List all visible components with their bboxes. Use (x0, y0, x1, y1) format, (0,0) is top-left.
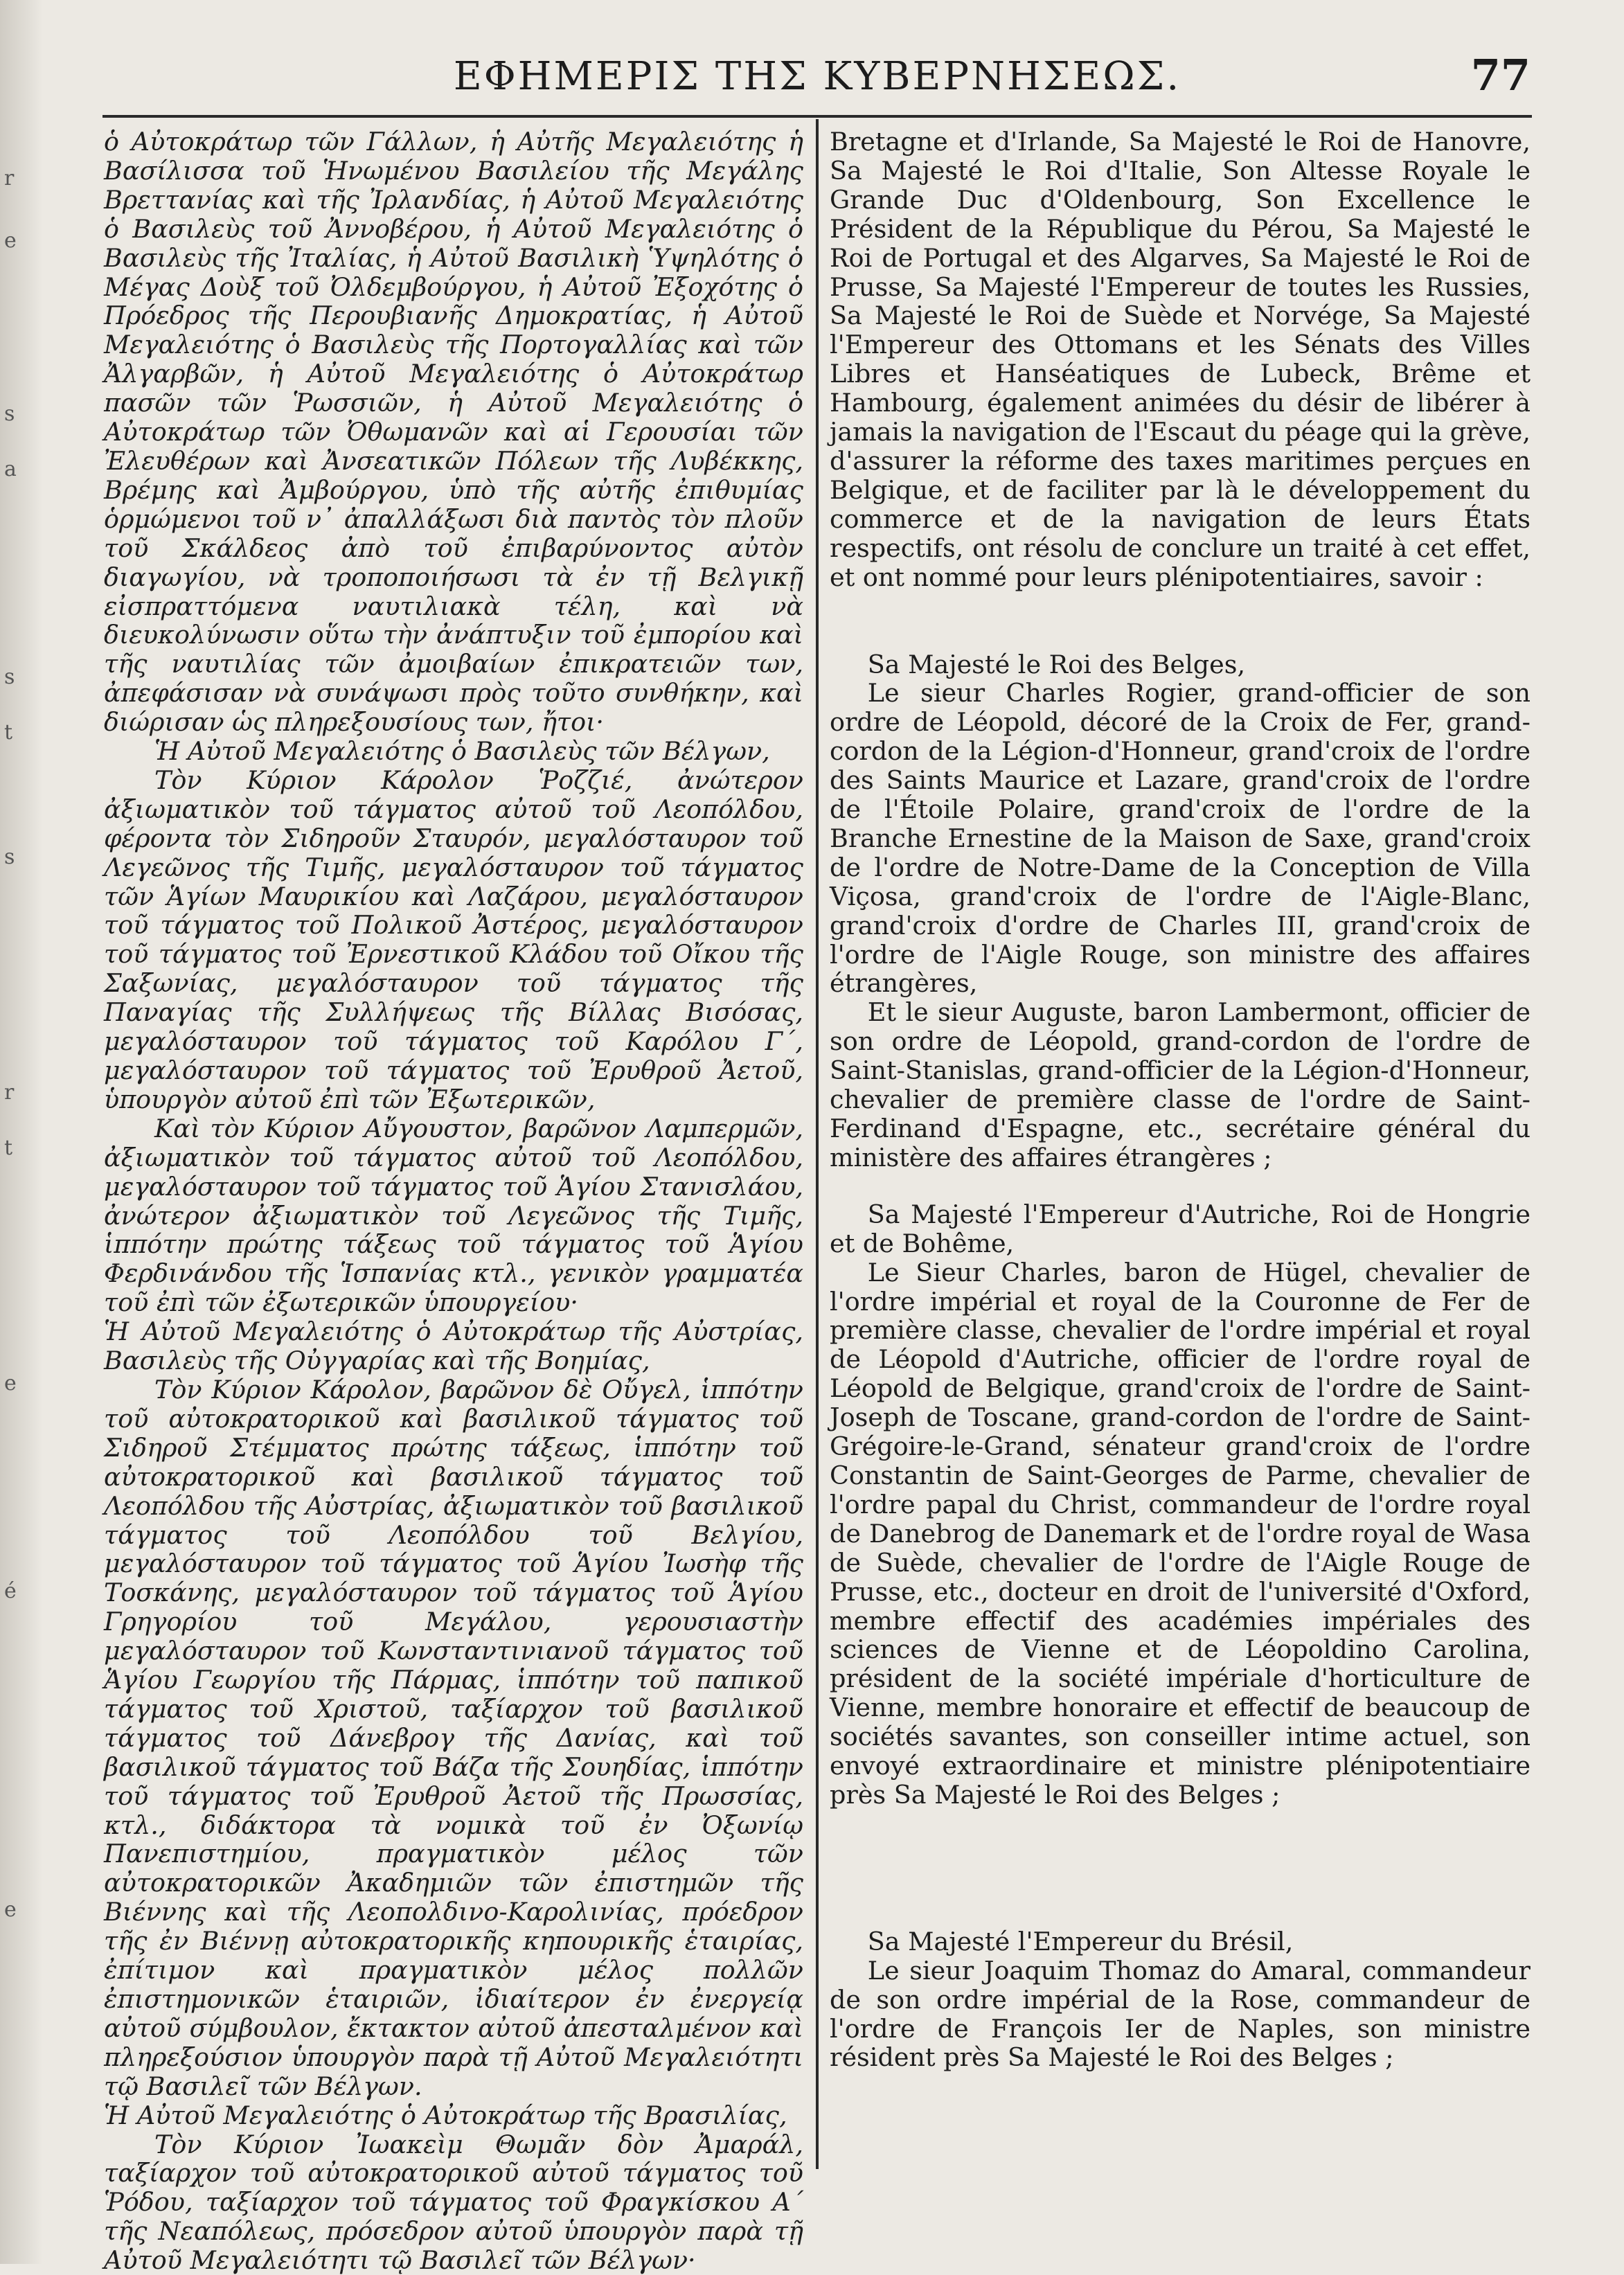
margin-letter: t (4, 1136, 13, 1160)
greek-paragraph: Ἡ Αὐτοῦ Μεγαλειότης ὁ Αὐτοκράτωρ τῆς Βρασιλίας, (104, 2100, 787, 2130)
margin-letter: a (4, 457, 17, 481)
page-title: ΕΦΗΜΕΡΙΣ ΤΗΣ ΚΥΒΕΡΝΗΣΕΩΣ. (453, 54, 1181, 99)
french-paragraph: Sa Majesté le Roi des Belges, (867, 649, 1246, 679)
margin-letter: e (4, 1898, 17, 1922)
section-gap (830, 1172, 1531, 1200)
french-paragraph: Bretagne et d'Irlande, Sa Majesté le Roi de Hanovre, Sa Majesté le Roi d'Italie, Son Altesse Royale le Grande Duc d'Oldenbourg, Son Excellence le Président de la République du Pérou, Sa Majesté le Roi de Portugal et des Algarves, Sa Majesté le Roi de Prusse, Sa Majesté l'Empereur de toutes les Russies, Sa Majesté le Roi de Suède et Norvége, Sa Majesté l'Empereur des Ottomans et les Sénats des Villes Libres et Hanséatiques de Lubeck, Brême et Hambourg, également animées du désir de libérer à jamais la navigation de l'Escaut du péage qui la grève, d'assurer la réforme des taxes maritimes perçues en Belgique, et de faciliter par là le développement du commerce et de la navigation de leurs États respectifs, ont résolu de conclure un traité à cet effet, et ont nommé pour leurs plénipotentiaires, savoir : (830, 127, 1531, 592)
margin-letter: r (4, 166, 15, 190)
greek-column (104, 127, 803, 2275)
margin-letter: s (4, 402, 15, 426)
greek-paragraph: Τὸν Κύριον Κάρολον, βαρῶνον δὲ Οὔγελ, ἱππότην τοῦ αὐτοκρατορικοῦ καὶ βασιλικοῦ τάγματος τοῦ Σιδηροῦ Στέμματος πρώτης τάξεως, ἱππότην τοῦ αὐτοκρατορικοῦ καὶ βασιλικοῦ τάγματος τοῦ Λεοπόλδου τῆς Αὐστρίας, ἀξιωματικὸν τοῦ βασιλικοῦ τάγματος τοῦ Λεοπόλδου τοῦ Βελγίου, μεγαλόσταυρον τοῦ τάγματος τοῦ Ἁγίου Ἰωσὴφ τῆς Τοσκάνης, μεγαλόσταυρον τοῦ τάγματος τοῦ Ἁγίου Γρηγορίου τοῦ Μεγάλου, γερουσιαστὴν μεγαλόσταυρον τοῦ Κωνσταντινιανοῦ τάγματος τοῦ Ἁγίου Γεωργίου τῆς Πάρμας, ἱππότην τοῦ παπικοῦ τάγματος τοῦ Χριστοῦ, ταξίαρχον τοῦ βασιλικοῦ τάγματος τοῦ Δάνεβρογ τῆς Δανίας, καὶ τοῦ βασιλικοῦ τάγματος τοῦ Βάζα τῆς Σουηδίας, ἱππότην τοῦ τάγματος τοῦ Ἐρυθροῦ Ἀετοῦ τῆς Πρωσσίας, κτλ., διδάκτορα τὰ νομικὰ τοῦ ἐν Ὀξωνίῳ Πανεπιστημίου, πραγματικὸν μέλος τῶν αὐτοκρατορικῶν Ἀκαδημιῶν τῶν ἐπιστημῶν τῆς Βιέννης καὶ τῆς Λεοπολδινο-Καρολινίας, πρόεδρον τῆς ἐν Βιέννῃ αὐτοκρατορικῆς κηπουρικῆς ἑταιρίας, ἐπίτιμον καὶ πραγματικὸν μέλος πολλῶν ἐπιστημονικῶν ἑταιριῶν, ἰδιαίτερον ἐν ἐνεργείᾳ αὐτοῦ σύμβουλον, ἔκτακτον αὐτοῦ ἀπεσταλμένον καὶ πληρεξούσιον ὑπουργὸν παρὰ τῇ Αὐτοῦ Μεγαλειότητι τῷ Βασιλεῖ τῶν Βέλγων. (104, 1374, 803, 2101)
section-gap (830, 1810, 1531, 1927)
french-paragraph: Sa Majesté l'Empereur du Brésil, (867, 1926, 1294, 1956)
margin-letter: s (4, 845, 15, 869)
margin-letter: r (4, 1080, 15, 1105)
french-paragraph: Le sieur Joaquim Thomaz do Amaral, commandeur de son ordre impérial de la Rose, commandeur de l'ordre de François Ier de Naples, son ministre résident près Sa Majesté le Roi des Belges ; (830, 1955, 1531, 2073)
french-paragraph: Le Sieur Charles, baron de Hügel, chevalier de l'ordre impérial et royal de la Couronne de Fer de première classe, chevalier de l'ordre impérial et royal de Léopold d'Autriche, officier de l'ordre royal de Léopold de Belgique, grand'croix de l'ordre de Saint-Joseph de Toscane, grand-cordon de l'ordre de Saint-Grégoire-le-Grand, sénateur grand'croix de l'ordre Constantin de Saint-Georges de Parme, chevalier de l'ordre papal du Christ, commandeur de l'ordre royal de Danebrog de Danemark et de l'ordre royal de Wasa de Suède, chevalier de l'ordre de l'Aigle Rouge de Prusse, etc., docteur en droit de l'université d'Oxford, membre effectif des académies impériales des sciences de Vienne et de Léopoldino Carolina, président de la société impériale d'horticulture de Vienne, membre honoraire et effectif de beaucoup de sociétés savantes, son conseiller intime actuel, son envoyé extraordinaire et ministre plénipotentiaire près Sa Majesté le Roi des Belges ; (830, 1257, 1531, 1810)
french-paragraph: Le sieur Charles Rogier, grand-officier de son ordre de Léopold, décoré de la Croix de Fer, grand-cordon de la Légion-d'Honneur, grand'croix de l'ordre des Saints Maurice et Lazare, grand'croix de l'ordre de l'Étoile Polaire, grand'croix de l'ordre de la Branche Ernestine de la Maison de Saxe, grand'croix de l'ordre de Notre-Dame de la Conception de Villa Viçosa, grand'croix de l'ordre de l'Aigle-Blanc, grand'croix d'ordre de Charles III, grand'croix de l'ordre de l'Aigle Rouge, son ministre des affaires étrangères, (830, 678, 1531, 999)
margin-letter: é (4, 1579, 17, 1603)
page-edge-bleed (0, 0, 43, 2264)
page-header (104, 50, 1531, 109)
greek-paragraph: Ἡ Αὐτοῦ Μεγαλειότης ὁ Βασιλεὺς τῶν Βέλγων, (154, 736, 770, 767)
greek-paragraph: ὁ Αὐτοκράτωρ τῶν Γάλλων, ἡ Αὐτῆς Μεγαλειότης ἡ Βασίλισσα τοῦ Ἡνωμένου Βασιλείου τῆς Μεγάλης Βρεττανίας καὶ τῆς Ἰρλανδίας, ἡ Αὐτοῦ Μεγαλειότης ὁ Βασιλεὺς τοῦ Ἀννοβέρου, ἡ Αὐτοῦ Μεγαλειότης ὁ Βασιλεὺς τῆς Ἰταλίας, ἡ Αὐτοῦ Βασιλικὴ Ὑψηλότης ὁ Μέγας Δοὺξ τοῦ Ὀλδεμβούργου, ἡ Αὐτοῦ Ἐξοχότης ὁ Πρόεδρος τῆς Περουβιανῆς Δημοκρατίας, ἡ Αὐτοῦ Μεγαλειότης ὁ Βασιλεὺς τῆς Πορτογαλλίας καὶ τῶν Ἀλγαρβῶν, ἡ Αὐτοῦ Μεγαλειότης ὁ Αὐτοκράτωρ πασῶν τῶν Ῥωσσιῶν, ἡ Αὐτοῦ Μεγαλειότης ὁ Αὐτοκράτωρ τῶν Ὀθωμανῶν καὶ αἱ Γερουσίαι τῶν Ἐλευθέρων καὶ Ἀνσεατικῶν Πόλεων τῆς Λυβέκκης, Βρέμης καὶ Ἀμβούργου, ὑπὸ τῆς αὐτῆς ἐπιθυμίας ὁρμώμενοι τοῦ ν᾽ ἀπαλλάξωσι διὰ παντὸς τὸν πλοῦν τοῦ Σκάλδεος ἀπὸ τοῦ ἐπιβαρύνοντος αὐτὸν διαγωγίου, νὰ τροποποιήσωσι τὰ ἐν τῇ Βελγικῇ εἰσπραττόμενα ναυτιλιακὰ τέλη, καὶ νὰ διευκολύνωσιν οὕτω τὴν ἀνάπτυξιν τοῦ ἐμπορίου καὶ τῆς ναυτιλίας τῶν ἀμοιβαίων ἐπικρατειῶν των, ἀπεφάσισαν νὰ συνάψωσι πρὸς τοῦτο συνθήκην, καὶ διώρισαν ὡς πληρεξουσίους των, ἤτοι· (104, 127, 803, 738)
greek-paragraph: Τὸν Κύριον Κάρολον Ῥοζζιέ, ἀνώτερον ἀξιωματικὸν τοῦ τάγματος αὐτοῦ τοῦ Λεοπόλδου, φέροντα τὸν Σιδηροῦν Σταυρόν, μεγαλόσταυρον τοῦ Λεγεῶνος τῆς Τιμῆς, μεγαλόσταυρον τοῦ τάγματος τῶν Ἁγίων Μαυρικίου καὶ Λαζάρου, μεγαλόσταυρον τοῦ τάγματος τοῦ Πολικοῦ Ἀστέρος, μεγαλόσταυρον τοῦ τάγματος τοῦ Ἐρνεστικοῦ Κλάδου τοῦ Οἴκου τῆς Σαξωνίας, μεγαλόσταυρον τοῦ τάγματος τῆς Παναγίας τῆς Συλλήψεως τῆς Βίλλας Βισόσας, μεγαλόσταυρον τοῦ τάγματος τοῦ Καρόλου Γ΄, μεγαλόσταυρον τοῦ τάγματος τοῦ Ἐρυθροῦ Ἀετοῦ, ὑπουργὸν αὐτοῦ ἐπὶ τῶν Ἐξωτερικῶν, (104, 765, 803, 1114)
page-number: 77 (1470, 50, 1531, 100)
section-gap (830, 592, 1531, 650)
margin-letter: e (4, 229, 17, 253)
greek-paragraph: Ἡ Αὐτοῦ Μεγαλειότης ὁ Αὐτοκράτωρ τῆς Αὐστρίας, Βασιλεὺς τῆς Οὐγγαρίας καὶ τῆς Βοημίας, (104, 1317, 803, 1376)
header-rule (102, 115, 1532, 118)
column-divider (816, 119, 819, 2169)
margin-letter: e (4, 1371, 17, 1395)
margin-letter: s (4, 665, 15, 689)
french-column (830, 127, 1531, 2072)
margin-letter: t (4, 720, 13, 744)
greek-paragraph: Τὸν Κύριον Ἰωακεὶμ Θωμᾶν δὸν Ἀμαράλ, ταξίαρχον τοῦ αὐτοκρατορικοῦ αὐτοῦ τάγματος τοῦ Ῥόδου, ταξίαρχον τοῦ τάγματος τοῦ Φραγκίσκου Α΄ τῆς Νεαπόλεως, πρόσεδρον αὐτοῦ ὑπουργὸν παρὰ τῇ Αὐτοῦ Μεγαλειότητι τῷ Βασιλεῖ τῶν Βέλγων· (104, 2129, 803, 2275)
greek-paragraph: Καὶ τὸν Κύριον Αὔγουστον, βαρῶνον Λαμπερμῶν, ἀξιωματικὸν τοῦ τάγματος αὐτοῦ τοῦ Λεοπόλδου, μεγαλόσταυρον τοῦ τάγματος τοῦ Ἁγίου Στανισλάου, ἀνώτερον ἀξιωματικὸν τοῦ Λεγεῶνος τῆς Τιμῆς, ἱππότην πρώτης τάξεως τοῦ τάγματος τοῦ Ἁγίου Φερδινάνδου τῆς Ἱσπανίας κτλ., γενικὸν γραμματέα τοῦ ἐπὶ τῶν ἐξωτερικῶν ὑπουργείου· (104, 1113, 803, 1318)
french-paragraph: Et le sieur Auguste, baron Lambermont, officier de son ordre de Léopold, grand-cordon de l'ordre de Saint-Stanislas, grand-officier de la Légion-d'Honneur, chevalier de première classe de l'ordre de Saint-Ferdinand d'Espagne, etc., secrétaire général du ministère des affaires étrangères ; (830, 997, 1531, 1172)
french-paragraph: Sa Majesté l'Empereur d'Autriche, Roi de Hongrie et de Bohême, (830, 1199, 1531, 1258)
